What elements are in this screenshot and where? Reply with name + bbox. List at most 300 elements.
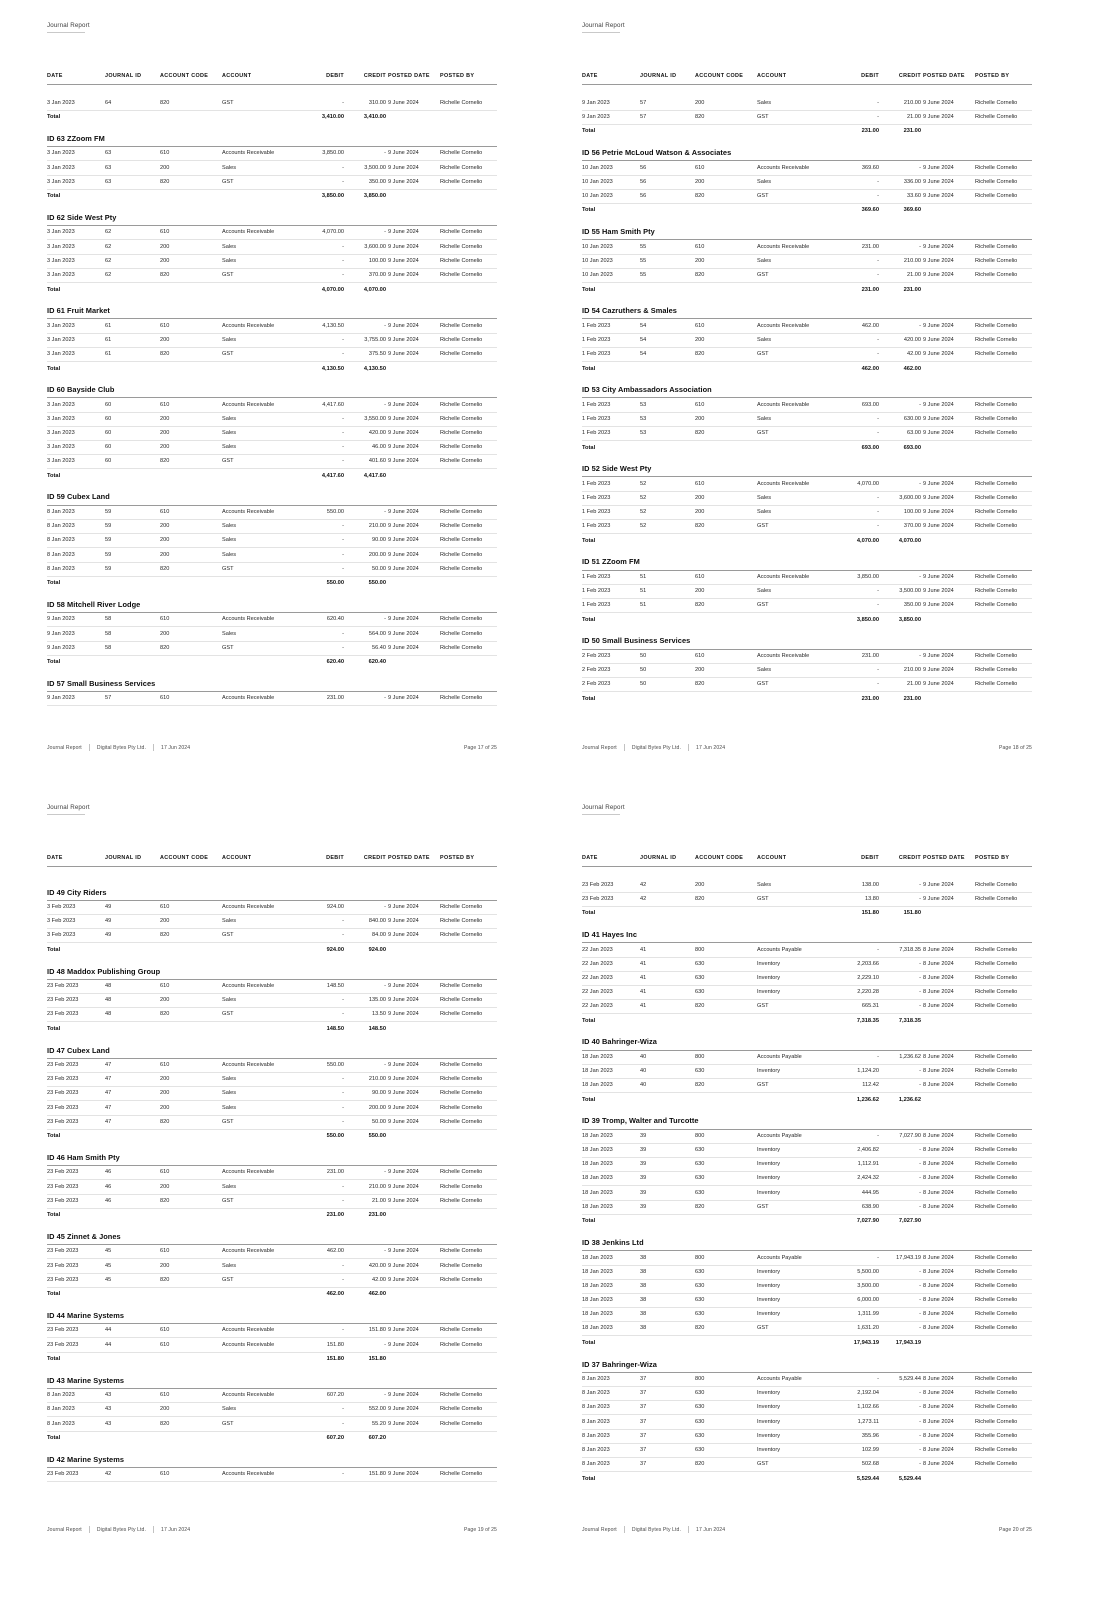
col-account[interactable]: ACCOUNT xyxy=(222,855,294,867)
cell-credit: 90.00 xyxy=(346,534,388,548)
cell-posted-by: Richelle Cornelio xyxy=(975,1308,1032,1322)
cell-posted-date: 9 June 2024 xyxy=(388,1073,440,1087)
cell-debit: - xyxy=(294,641,346,655)
cell-posted-date: 9 June 2024 xyxy=(923,570,975,584)
cell-date: 9 Jan 2023 xyxy=(47,692,105,706)
cell-account: Sales xyxy=(757,505,829,519)
cell-credit: 100.00 xyxy=(881,505,923,519)
col-posted-date[interactable]: POSTED DATE xyxy=(923,855,975,867)
cell-journal-id: 55 xyxy=(640,268,695,282)
total-debit: 4,070.00 xyxy=(321,286,344,293)
group-header-row xyxy=(47,1446,497,1468)
cell-debit: - xyxy=(829,110,881,124)
journal-entry-row xyxy=(47,319,497,333)
cell-account: Sales xyxy=(757,412,829,426)
journal-entry-row xyxy=(47,627,497,641)
col-posted-by[interactable]: POSTED BY xyxy=(975,855,1032,867)
cell-posted-date: 9 June 2024 xyxy=(388,1338,440,1352)
journal-entry-row xyxy=(582,1387,1032,1401)
group-title: ID 60 Bayside Club xyxy=(47,385,115,395)
cell-account-code: 200 xyxy=(160,412,222,426)
cell-posted-date: 8 June 2024 xyxy=(923,1429,975,1443)
total-label: Total xyxy=(47,580,61,587)
cell-credit: 46.00 xyxy=(346,440,388,454)
cell-posted-date: 9 June 2024 xyxy=(923,649,975,663)
cell-credit: 564.00 xyxy=(346,627,388,641)
cell-date: 3 Jan 2023 xyxy=(47,226,105,240)
cell-posted-by: Richelle Cornelio xyxy=(975,1415,1032,1429)
journal-entry-row xyxy=(582,175,1032,189)
col-account-code[interactable]: ACCOUNT CODE xyxy=(160,855,222,867)
col-debit[interactable]: DEBIT xyxy=(829,855,881,867)
cell-journal-id: 57 xyxy=(640,97,695,111)
group-total-row xyxy=(582,124,1032,139)
cell-posted-date: 9 June 2024 xyxy=(388,994,440,1008)
cell-account-code: 820 xyxy=(695,1000,757,1014)
cell-date: 8 Jan 2023 xyxy=(582,1458,640,1472)
cell-posted-date: 8 June 2024 xyxy=(923,1200,975,1214)
footer-meta xyxy=(47,744,197,751)
footer-date: 17 Jun 2024 xyxy=(696,1526,726,1533)
cell-posted-by: Richelle Cornelio xyxy=(440,1073,497,1087)
cell-date: 18 Jan 2023 xyxy=(582,1293,640,1307)
report-brand: Journal Report xyxy=(47,22,497,37)
cell-credit: 210.00 xyxy=(346,1180,388,1194)
cell-credit: 552.00 xyxy=(346,1403,388,1417)
total-label: Total xyxy=(582,1218,596,1225)
cell-account-code: 610 xyxy=(160,147,222,161)
cell-account-code: 630 xyxy=(695,1415,757,1429)
group-title: ID 47 Cubex Land xyxy=(47,1045,110,1055)
journal-entry-row xyxy=(47,398,497,412)
cell-credit: 42.00 xyxy=(881,347,923,361)
cell-posted-date: 9 June 2024 xyxy=(923,333,975,347)
cell-debit: - xyxy=(294,97,346,111)
cell-journal-id: 54 xyxy=(640,333,695,347)
cell-posted-date: 9 June 2024 xyxy=(388,319,440,333)
cell-account-code: 200 xyxy=(160,915,222,929)
journal-entry-row xyxy=(582,879,1032,893)
col-date[interactable]: DATE xyxy=(47,73,105,85)
cell-credit: - xyxy=(881,1415,923,1429)
cell-account-code: 630 xyxy=(695,1308,757,1322)
cell-account: Sales xyxy=(222,1403,294,1417)
footer-company: Digital Bytes Pty Ltd. xyxy=(96,1526,147,1533)
cell-journal-id: 61 xyxy=(105,333,160,347)
cell-debit: 1,273.11 xyxy=(829,1415,881,1429)
journal-entry-row xyxy=(47,1194,497,1208)
journal-entry-row xyxy=(47,1245,497,1259)
cell-account: Accounts Receivable xyxy=(222,505,294,519)
group-header-row xyxy=(582,1028,1032,1050)
cell-posted-by: Richelle Cornelio xyxy=(440,915,497,929)
group-title: ID 52 Side West Pty xyxy=(582,464,652,474)
cell-journal-id: 40 xyxy=(640,1050,695,1064)
cell-debit: 3,850.00 xyxy=(829,570,881,584)
cell-account: Sales xyxy=(222,1073,294,1087)
group-title: ID 42 Marine Systems xyxy=(47,1454,124,1464)
cell-account-code: 630 xyxy=(695,1429,757,1443)
cell-posted-date: 8 June 2024 xyxy=(923,957,975,971)
col-date[interactable]: DATE xyxy=(582,855,640,867)
cell-journal-id: 42 xyxy=(640,879,695,893)
cell-posted-by: Richelle Cornelio xyxy=(440,562,497,576)
cell-debit: - xyxy=(294,161,346,175)
cell-journal-id: 37 xyxy=(640,1372,695,1386)
cell-credit: - xyxy=(881,1401,923,1415)
group-title: ID 62 Side West Pty xyxy=(47,212,117,222)
journal-entry-row xyxy=(582,398,1032,412)
total-label: Total xyxy=(47,1025,61,1032)
total-debit: 462.00 xyxy=(861,365,879,372)
cell-posted-by: Richelle Cornelio xyxy=(975,347,1032,361)
cell-account: Accounts Receivable xyxy=(222,979,294,993)
group-total-row xyxy=(582,1093,1032,1108)
cell-account: Accounts Receivable xyxy=(222,1389,294,1403)
cell-date: 1 Feb 2023 xyxy=(582,477,640,491)
journal-entry-row xyxy=(582,505,1032,519)
cell-credit: 3,500.00 xyxy=(346,161,388,175)
cell-account-code: 610 xyxy=(160,613,222,627)
cell-account: Sales xyxy=(222,440,294,454)
cell-journal-id: 41 xyxy=(640,985,695,999)
cell-account-code: 200 xyxy=(160,440,222,454)
total-debit: 550.00 xyxy=(326,1133,344,1140)
cell-credit: 630.00 xyxy=(881,412,923,426)
group-header-row xyxy=(47,376,497,398)
cell-date: 1 Feb 2023 xyxy=(582,598,640,612)
cell-posted-date: 9 June 2024 xyxy=(388,534,440,548)
cell-posted-by: Richelle Cornelio xyxy=(440,226,497,240)
col-posted-by[interactable]: POSTED BY xyxy=(975,73,1032,85)
group-header-row xyxy=(47,297,497,319)
cell-date: 8 Jan 2023 xyxy=(582,1401,640,1415)
cell-account-code: 200 xyxy=(695,879,757,893)
cell-posted-date: 9 June 2024 xyxy=(923,879,975,893)
total-debit: 151.80 xyxy=(861,910,879,917)
cell-credit: - xyxy=(346,1389,388,1403)
col-journal-id[interactable]: JOURNAL ID xyxy=(105,73,160,85)
col-account[interactable]: ACCOUNT xyxy=(757,73,829,85)
cell-journal-id: 46 xyxy=(105,1180,160,1194)
cell-debit: 369.60 xyxy=(829,161,881,175)
total-debit: 4,070.00 xyxy=(856,537,879,544)
cell-posted-by: Richelle Cornelio xyxy=(975,677,1032,691)
journal-entry-row xyxy=(582,426,1032,440)
cell-journal-id: 47 xyxy=(105,1115,160,1129)
col-posted-by[interactable]: POSTED BY xyxy=(440,855,497,867)
cell-account-code: 610 xyxy=(160,226,222,240)
cell-journal-id: 51 xyxy=(640,570,695,584)
group-total-row xyxy=(47,943,497,958)
cell-posted-by: Richelle Cornelio xyxy=(975,584,1032,598)
row-spacer xyxy=(582,85,1032,97)
col-journal-id[interactable]: JOURNAL ID xyxy=(640,855,695,867)
cell-posted-by: Richelle Cornelio xyxy=(440,147,497,161)
group-title: ID 38 Jenkins Ltd xyxy=(582,1238,644,1247)
row-spacer xyxy=(582,867,1032,879)
col-account[interactable]: ACCOUNT xyxy=(222,73,294,85)
cell-posted-by: Richelle Cornelio xyxy=(440,175,497,189)
cell-credit: - xyxy=(346,1338,388,1352)
col-debit[interactable]: DEBIT xyxy=(294,855,346,867)
cell-credit: 7,318.35 xyxy=(881,943,923,957)
cell-posted-date: 8 June 2024 xyxy=(923,971,975,985)
total-credit: 7,318.35 xyxy=(898,1017,921,1024)
cell-debit: 6,000.00 xyxy=(829,1293,881,1307)
cell-posted-date: 9 June 2024 xyxy=(923,97,975,111)
cell-posted-date: 9 June 2024 xyxy=(388,333,440,347)
cell-journal-id: 40 xyxy=(640,1079,695,1093)
cell-credit: - xyxy=(346,613,388,627)
group-total-row xyxy=(582,692,1032,707)
cell-journal-id: 58 xyxy=(105,613,160,627)
col-account-code[interactable]: ACCOUNT CODE xyxy=(695,73,757,85)
cell-credit: 210.00 xyxy=(881,97,923,111)
total-label: Total xyxy=(582,1340,596,1347)
cell-posted-date: 9 June 2024 xyxy=(388,440,440,454)
group-title: ID 45 Zinnet & Jones xyxy=(47,1231,121,1241)
cell-debit: - xyxy=(294,412,346,426)
group-title: ID 55 Ham Smith Pty xyxy=(582,227,655,237)
journal-entry-row xyxy=(582,1415,1032,1429)
cell-journal-id: 61 xyxy=(105,347,160,361)
cell-credit: 210.00 xyxy=(346,1073,388,1087)
col-posted-date[interactable]: POSTED DATE xyxy=(388,855,440,867)
cell-debit: - xyxy=(294,562,346,576)
journal-entry-row xyxy=(582,412,1032,426)
journal-entry-row xyxy=(582,892,1032,906)
cell-date: 18 Jan 2023 xyxy=(582,1200,640,1214)
cell-date: 3 Jan 2023 xyxy=(47,333,105,347)
cell-debit: 2,203.66 xyxy=(829,957,881,971)
cell-debit: 102.99 xyxy=(829,1443,881,1457)
cell-account-code: 610 xyxy=(695,477,757,491)
cell-credit: 310.00 xyxy=(346,97,388,111)
col-credit[interactable]: CREDIT xyxy=(881,73,923,85)
col-account[interactable]: ACCOUNT xyxy=(757,855,829,867)
report-brand: Journal Report xyxy=(582,22,1032,37)
journal-entry-row xyxy=(47,1073,497,1087)
cell-date: 3 Jan 2023 xyxy=(47,175,105,189)
cell-debit: - xyxy=(829,1050,881,1064)
cell-posted-date: 9 June 2024 xyxy=(388,147,440,161)
cell-journal-id: 57 xyxy=(105,692,160,706)
cell-posted-by: Richelle Cornelio xyxy=(975,971,1032,985)
group-total-row xyxy=(582,1472,1032,1487)
group-title: ID 56 Petrie McLoud Watson & Associates xyxy=(582,148,732,158)
group-title: ID 48 Maddox Publishing Group xyxy=(47,966,161,976)
journal-entry-row xyxy=(582,1265,1032,1279)
cell-date: 9 Jan 2023 xyxy=(47,641,105,655)
cell-journal-id: 59 xyxy=(105,519,160,533)
cell-credit: 7,027.90 xyxy=(881,1129,923,1143)
cell-account-code: 820 xyxy=(160,97,222,111)
cell-posted-date: 8 June 2024 xyxy=(923,1458,975,1472)
cell-date: 22 Jan 2023 xyxy=(582,943,640,957)
cell-credit: - xyxy=(881,1143,923,1157)
cell-posted-by: Richelle Cornelio xyxy=(975,1143,1032,1157)
cell-account-code: 820 xyxy=(160,1008,222,1022)
group-header-row xyxy=(47,1367,497,1389)
cell-date: 10 Jan 2023 xyxy=(582,189,640,203)
cell-date: 18 Jan 2023 xyxy=(582,1186,640,1200)
journal-entry-row xyxy=(47,613,497,627)
total-credit: 4,130.50 xyxy=(363,365,386,372)
col-date[interactable]: DATE xyxy=(47,855,105,867)
cell-date: 8 Jan 2023 xyxy=(582,1429,640,1443)
cell-posted-date: 9 June 2024 xyxy=(388,1087,440,1101)
journal-entry-row xyxy=(47,1115,497,1129)
col-journal-id[interactable]: JOURNAL ID xyxy=(640,73,695,85)
cell-account: Inventory xyxy=(757,1308,829,1322)
journal-entry-row xyxy=(47,240,497,254)
col-debit[interactable]: DEBIT xyxy=(829,73,881,85)
cell-account: Inventory xyxy=(757,1158,829,1172)
group-total-row xyxy=(47,1129,497,1144)
cell-debit: - xyxy=(294,519,346,533)
col-credit[interactable]: CREDIT xyxy=(881,855,923,867)
cell-posted-by: Richelle Cornelio xyxy=(440,1259,497,1273)
cell-account: Accounts Receivable xyxy=(222,1166,294,1180)
cell-journal-id: 56 xyxy=(640,189,695,203)
cell-posted-by: Richelle Cornelio xyxy=(975,1372,1032,1386)
cell-account: GST xyxy=(222,455,294,469)
journal-entry-row xyxy=(582,1172,1032,1186)
cell-posted-date: 8 June 2024 xyxy=(923,1443,975,1457)
cell-posted-by: Richelle Cornelio xyxy=(975,175,1032,189)
cell-journal-id: 47 xyxy=(105,1087,160,1101)
page-footer xyxy=(47,744,497,751)
cell-journal-id: 37 xyxy=(640,1415,695,1429)
cell-account: Accounts Receivable xyxy=(757,649,829,663)
cell-account: GST xyxy=(222,347,294,361)
cell-date: 8 Jan 2023 xyxy=(582,1387,640,1401)
col-credit[interactable]: CREDIT xyxy=(346,855,388,867)
cell-account: GST xyxy=(757,1322,829,1336)
journal-entry-row xyxy=(47,505,497,519)
cell-account-code: 630 xyxy=(695,1186,757,1200)
cell-journal-id: 62 xyxy=(105,268,160,282)
cell-posted-by: Richelle Cornelio xyxy=(975,1000,1032,1014)
cell-account: Sales xyxy=(757,584,829,598)
cell-debit: - xyxy=(829,426,881,440)
cell-account-code: 820 xyxy=(695,892,757,906)
cell-debit: - xyxy=(294,1180,346,1194)
cell-journal-id: 52 xyxy=(640,505,695,519)
cell-date: 23 Feb 2023 xyxy=(47,1468,105,1482)
cell-journal-id: 55 xyxy=(640,254,695,268)
cell-date: 2 Feb 2023 xyxy=(582,649,640,663)
total-debit: 3,410.00 xyxy=(321,114,344,121)
journal-entry-row xyxy=(582,1064,1032,1078)
cell-account: Accounts Payable xyxy=(757,1251,829,1265)
cell-account-code: 800 xyxy=(695,1129,757,1143)
cell-account: Inventory xyxy=(757,1387,829,1401)
cell-account-code: 200 xyxy=(695,491,757,505)
cell-date: 8 Jan 2023 xyxy=(47,519,105,533)
cell-account-code: 610 xyxy=(160,1389,222,1403)
group-header-row xyxy=(582,1351,1032,1373)
col-posted-by[interactable]: POSTED BY xyxy=(440,73,497,85)
cell-journal-id: 42 xyxy=(105,1468,160,1482)
cell-date: 23 Feb 2023 xyxy=(47,1058,105,1072)
cell-journal-id: 41 xyxy=(640,957,695,971)
group-total-row xyxy=(582,1014,1032,1029)
cell-posted-by: Richelle Cornelio xyxy=(440,692,497,706)
cell-debit: - xyxy=(829,1372,881,1386)
cell-journal-id: 37 xyxy=(640,1401,695,1415)
cell-journal-id: 60 xyxy=(105,426,160,440)
col-account-code[interactable]: ACCOUNT CODE xyxy=(160,73,222,85)
cell-posted-by: Richelle Cornelio xyxy=(440,1417,497,1431)
cell-account-code: 820 xyxy=(695,598,757,612)
col-date[interactable]: DATE xyxy=(582,73,640,85)
group-title: ID 41 Hayes Inc xyxy=(582,930,637,940)
cell-debit: 2,406.82 xyxy=(829,1143,881,1157)
cell-posted-date: 9 June 2024 xyxy=(388,426,440,440)
cell-posted-by: Richelle Cornelio xyxy=(975,505,1032,519)
cell-posted-date: 9 June 2024 xyxy=(388,347,440,361)
cell-date: 3 Jan 2023 xyxy=(47,319,105,333)
journal-entry-row xyxy=(582,957,1032,971)
cell-account: Accounts Receivable xyxy=(222,1468,294,1482)
col-credit[interactable]: CREDIT xyxy=(346,73,388,85)
table-body xyxy=(47,867,497,1482)
cell-credit: - xyxy=(881,1387,923,1401)
cell-posted-by: Richelle Cornelio xyxy=(975,1050,1032,1064)
col-journal-id[interactable]: JOURNAL ID xyxy=(105,855,160,867)
cell-posted-by: Richelle Cornelio xyxy=(440,519,497,533)
table-header-row xyxy=(582,73,1032,85)
col-posted-date[interactable]: POSTED DATE xyxy=(923,73,975,85)
cell-account-code: 200 xyxy=(160,161,222,175)
cell-debit: 462.00 xyxy=(294,1245,346,1259)
cell-account: GST xyxy=(757,598,829,612)
cell-account: Sales xyxy=(757,254,829,268)
col-posted-date[interactable]: POSTED DATE xyxy=(388,73,440,85)
group-title: ID 57 Small Business Services xyxy=(47,678,156,688)
cell-posted-by: Richelle Cornelio xyxy=(975,1322,1032,1336)
col-debit[interactable]: DEBIT xyxy=(294,73,346,85)
col-account-code[interactable]: ACCOUNT CODE xyxy=(695,855,757,867)
cell-posted-date: 9 June 2024 xyxy=(388,915,440,929)
cell-date: 18 Jan 2023 xyxy=(582,1279,640,1293)
cell-credit: 401.60 xyxy=(346,455,388,469)
journal-entry-row xyxy=(47,1389,497,1403)
cell-credit: - xyxy=(881,1308,923,1322)
cell-date: 8 Jan 2023 xyxy=(47,534,105,548)
cell-account-code: 200 xyxy=(160,1259,222,1273)
cell-account: Sales xyxy=(222,412,294,426)
cell-posted-by: Richelle Cornelio xyxy=(440,398,497,412)
group-total-row xyxy=(582,613,1032,628)
cell-date: 23 Feb 2023 xyxy=(47,994,105,1008)
cell-account-code: 200 xyxy=(160,254,222,268)
cell-account-code: 820 xyxy=(695,677,757,691)
cell-account-code: 200 xyxy=(695,175,757,189)
total-label: Total xyxy=(47,1356,61,1363)
cell-debit: 1,102.66 xyxy=(829,1401,881,1415)
cell-posted-date: 9 June 2024 xyxy=(923,477,975,491)
cell-posted-date: 8 June 2024 xyxy=(923,1387,975,1401)
cell-credit: - xyxy=(881,1322,923,1336)
cell-account-code: 610 xyxy=(160,979,222,993)
cell-posted-date: 9 June 2024 xyxy=(923,110,975,124)
footer-company: Digital Bytes Pty Ltd. xyxy=(631,1526,682,1533)
cell-posted-by: Richelle Cornelio xyxy=(975,1251,1032,1265)
cell-journal-id: 52 xyxy=(640,519,695,533)
